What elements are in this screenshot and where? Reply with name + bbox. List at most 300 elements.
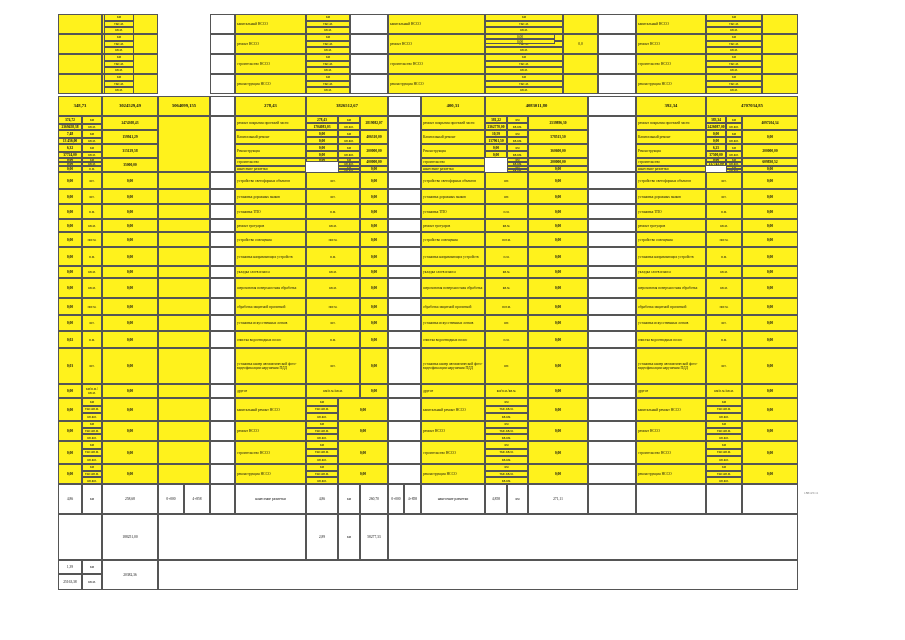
b2-sum: 406310,00 — [360, 130, 388, 144]
detail-label: установка ТПО — [636, 204, 706, 219]
b2-qty: 0,00 — [306, 151, 338, 158]
bottom-unit: тыс.кв.м. — [306, 449, 338, 457]
b2-label: строительство — [636, 158, 706, 166]
detail-label: установка искусственных лотков — [421, 315, 485, 331]
top-unit: тыс.м. — [706, 81, 762, 88]
detail-sum: 0,00 — [742, 232, 798, 247]
detail-label: установка дорожных знаков — [235, 189, 306, 204]
detail-label: шероховатая поверхностная обработка — [421, 278, 485, 298]
top-unit: кв.м. — [306, 67, 350, 74]
detail-unit: пог.м. — [82, 298, 102, 315]
bottom-unit: кв.км. — [706, 477, 742, 484]
bottom-sum: 0,00 — [338, 441, 388, 464]
bottom-spacer — [588, 421, 636, 441]
detail-unit: п.м. — [306, 204, 360, 219]
b2-label: строительство — [421, 158, 485, 166]
detail-sum: 0,00 — [528, 219, 588, 232]
detail-sum: 0,00 — [360, 315, 388, 331]
top-spacer — [210, 34, 235, 54]
detail-label: укладка слоев износа — [636, 266, 706, 278]
bottom-unit: км — [306, 421, 338, 428]
detail-spacer — [210, 232, 235, 247]
detail-spacer — [388, 278, 421, 298]
detail-sum: 0,00 — [360, 348, 388, 384]
detail-unit: кв.м. — [485, 266, 528, 278]
top-unit: км — [306, 34, 350, 41]
b2-qty: 0,00 — [306, 158, 338, 162]
detail-sum: 0,00 — [742, 204, 798, 219]
top-unit: кв.м. — [706, 87, 762, 94]
top-label: реконструкция НССО — [235, 74, 306, 94]
b2-qty: 1704083,03 — [306, 123, 338, 130]
bottom-sum: 0,00 — [742, 421, 798, 441]
detail-spacer — [158, 348, 210, 384]
detail-unit: кв.м. — [706, 219, 742, 232]
detail-spacer — [388, 247, 421, 266]
detail-spacer — [158, 331, 210, 348]
b2-label: Капитальный ремонт — [636, 130, 706, 144]
b2-unit: кв.м. — [82, 124, 102, 130]
bottom-unit: тыс.кв.м. — [306, 428, 338, 435]
detail-spacer — [210, 331, 235, 348]
detail-sum: 0,00 — [742, 172, 798, 189]
top-spacer — [350, 74, 388, 94]
detail-spacer — [158, 232, 210, 247]
detail-label: очистка водоотводных полос — [235, 331, 306, 348]
b2-sum: 400000,00 — [360, 158, 388, 166]
top-label: ремонт НССО — [388, 34, 485, 54]
b2-label: Капитальный ремонт — [421, 130, 485, 144]
bottom-sum: 0,00 — [742, 441, 798, 464]
total-e: 3826512,67 — [306, 96, 388, 116]
top-unit: тыс.м. — [306, 61, 350, 68]
b2-label: ремонт покрытия проезжей части — [421, 116, 485, 130]
detail-label: шероховатая поверхностная обработка — [235, 278, 306, 298]
bottom-unit: кв.км. — [706, 413, 742, 421]
detail-label: устройство светофорных объектов — [636, 172, 706, 189]
b2-value: 374,72 — [58, 116, 82, 124]
b2-unit: кв.км. — [338, 169, 360, 172]
top-unit: тыс.м. — [104, 41, 134, 48]
bottom-sum: 0,00 — [528, 421, 588, 441]
detail-spacer — [158, 298, 210, 315]
b2-unit: кв.м. — [82, 152, 102, 158]
extra-value: 20382,36 — [102, 560, 158, 590]
detail-unit: п.м. — [706, 204, 742, 219]
detail-label: установка камер автоматической фото-видеофиксации нарушения ПДД — [235, 348, 306, 384]
detail-qty: 0,00 — [58, 232, 82, 247]
bottom-unit: тыс.кв.м. — [706, 471, 742, 478]
extra-empty — [158, 560, 798, 590]
b2-unit: км — [507, 158, 528, 162]
top-unit: км — [706, 74, 762, 81]
bottom-unit: км — [706, 464, 742, 471]
marking-cell: 0+000 — [158, 484, 184, 514]
b2-label: Реконструкция — [636, 144, 706, 158]
top-unit: кв.м. — [306, 87, 350, 94]
detail-sum: 0,00 — [528, 348, 588, 384]
top-label: реконструкция НССО — [636, 74, 706, 94]
marking-cell: нанесение разметки — [421, 484, 485, 514]
detail-sum: 0,00 — [360, 189, 388, 204]
detail-sum: 0,00 — [742, 331, 798, 348]
detail-unit: п.м. — [485, 204, 528, 219]
top-value-cell — [563, 54, 598, 74]
top-label: строительство НССО — [388, 54, 485, 74]
top-unit: кв.м. — [706, 27, 762, 34]
marking-cell: 4+858 — [184, 484, 210, 514]
top-unit: км — [306, 54, 350, 61]
b2-spacer — [588, 116, 636, 172]
detail-label: установка искусственных лотков — [636, 315, 706, 331]
bottom-qty: 0,00 — [58, 421, 82, 441]
detail-label: очистка водоотводных полос — [421, 331, 485, 348]
top-unit: кв.м. — [706, 47, 762, 54]
bottom-unit: кв.км. — [306, 456, 338, 464]
bottom-unit: кв.км. — [82, 456, 102, 464]
detail-qty: 0,00 — [58, 204, 82, 219]
top-mid-value: 0,00 — [485, 39, 555, 44]
b2-unit: км — [82, 158, 102, 162]
detail-sum: 0,00 — [528, 172, 588, 189]
b2-unit: кв.км. — [507, 151, 528, 158]
detail-sum: 0,00 — [360, 172, 388, 189]
bottom-sum: 0,00 — [528, 441, 588, 464]
top-spacer — [350, 14, 388, 34]
bottom-unit: тыс.кв.м. — [706, 406, 742, 414]
detail-label: установка ТПО — [421, 204, 485, 219]
detail-sum: 0,00 — [742, 247, 798, 266]
detail-unit: п.м. — [706, 247, 742, 266]
b2-unit: кв.км. — [507, 162, 528, 166]
detail-sum: 0,00 — [102, 348, 158, 384]
b2-unit: км — [338, 144, 360, 151]
detail-unit: кв.м. — [82, 219, 102, 232]
top-empty-cell — [58, 14, 102, 34]
b2-value: 6,32 — [58, 144, 82, 152]
b2-value: 0,00 — [58, 166, 82, 172]
budget-table — [58, 14, 818, 618]
b2-qty: 0,00 — [306, 144, 338, 151]
b2-unit: кв.км. — [338, 151, 360, 158]
detail-qty: 0,00 — [58, 278, 82, 298]
b2-unit: км — [82, 144, 102, 152]
bottom-unit: км — [82, 421, 102, 428]
b2-unit: км — [82, 116, 102, 124]
top-unit: кв.м. — [104, 47, 134, 54]
detail-unit: пог.м. — [306, 232, 360, 247]
detail-spacer — [210, 219, 235, 232]
detail-spacer — [388, 172, 421, 189]
detail-unit: кв.м. — [306, 219, 360, 232]
detail-unit: шт. — [485, 315, 528, 331]
top-unit: км — [485, 74, 563, 81]
bottom-spacer — [388, 421, 421, 441]
b2-unit: км — [726, 158, 742, 162]
detail-unit: км/п.м./кв.м. — [485, 384, 528, 398]
b2-spacer — [158, 116, 210, 172]
b2-sum: 2539896,30 — [528, 116, 588, 130]
bottom-spacer — [588, 441, 636, 464]
detail-label: шероховатая поверхностная обработка — [636, 278, 706, 298]
bottom-unit: кв.км. — [706, 434, 742, 441]
top-unit: тыс.м. — [104, 61, 134, 68]
b2-sum: 4097204,34 — [742, 116, 798, 130]
extra-empty — [388, 514, 798, 560]
detail-unit: шт. — [82, 189, 102, 204]
detail-unit: шт. — [706, 172, 742, 189]
b2-unit: кв.км. — [726, 151, 742, 158]
detail-unit: кв.м. — [82, 266, 102, 278]
b2-qty: 0,00 — [706, 137, 726, 144]
bottom-sum: 0,00 — [528, 398, 588, 421]
bottom-unit: тыс.кв.м. — [485, 406, 528, 414]
detail-sum: 0,00 — [528, 247, 588, 266]
bottom-spacer — [388, 398, 421, 421]
detail-unit: кв.м. — [306, 266, 360, 278]
marking-cell: 4,858 — [485, 484, 507, 514]
detail-qty: 0,02 — [58, 331, 82, 348]
total-d: 278,43 — [235, 96, 306, 116]
b2-qty: 0,00 — [485, 151, 507, 158]
b2-sum: 0,00 — [528, 166, 588, 172]
b2-qty: 137961,50 — [485, 137, 507, 144]
top-label: реконструкция НССО — [388, 74, 485, 94]
top-unit: кв.м. — [485, 47, 563, 54]
detail-sum: 0,00 — [528, 266, 588, 278]
bottom-label: строительство НССО — [636, 441, 706, 464]
b2-unit: км — [338, 130, 360, 137]
detail-unit: пог.м. — [485, 298, 528, 315]
detail-spacer — [158, 219, 210, 232]
b2-unit: км — [507, 166, 528, 169]
bottom-unit: тыс.кв.м. — [306, 406, 338, 414]
extra-value: 25163,38 — [58, 574, 82, 590]
bottom-unit: тыс.кв.м. — [82, 471, 102, 478]
bottom-sum: 0,00 — [742, 464, 798, 484]
extra-value: 58277,33 — [360, 514, 388, 560]
detail-sum: 0,00 — [528, 278, 588, 298]
top-unit: кв.м. — [104, 67, 134, 74]
top-spacer — [598, 34, 636, 54]
top-unit: кв.м. — [104, 27, 134, 34]
detail-sum: 0,00 — [528, 298, 588, 315]
detail-spacer — [588, 331, 636, 348]
b2-unit: км — [726, 166, 742, 169]
bottom-unit: тыс.кв.м. — [82, 428, 102, 435]
detail-unit: шт. — [82, 348, 102, 384]
detail-label: другое — [235, 384, 306, 398]
detail-spacer — [158, 384, 210, 398]
top-unit: км — [706, 34, 762, 41]
detail-spacer — [210, 315, 235, 331]
top-unit: кв.м. — [104, 87, 134, 94]
b2-unit: кв.км. — [726, 137, 742, 144]
b2-sum: 2474308,43 — [102, 116, 158, 130]
detail-sum: 0,00 — [528, 232, 588, 247]
total-h: 392,34 — [636, 96, 706, 116]
bottom-label: ремонт НССО — [235, 421, 306, 441]
top-empty-cell — [762, 14, 798, 34]
detail-spacer — [158, 266, 210, 278]
bottom-label: строительство НССО — [235, 441, 306, 464]
bottom-label: реконструкция НССО — [421, 464, 485, 484]
bottom-unit: кв.км. — [706, 456, 742, 464]
detail-sum: 0,00 — [102, 298, 158, 315]
b2-unit: кв.км. — [507, 169, 528, 172]
bottom-unit: тыс.кв.м. — [485, 428, 528, 435]
detail-sum: 0,00 — [742, 189, 798, 204]
top-label: капитальный НССО — [388, 14, 485, 34]
b2-unit: кв.км. — [726, 162, 742, 166]
detail-sum: 0,00 — [102, 247, 158, 266]
detail-qty: 0,00 — [58, 247, 82, 266]
detail-label: установка ТПО — [235, 204, 306, 219]
bottom-label: строительство НССО — [421, 441, 485, 464]
top-spacer — [350, 54, 388, 74]
b2-sum: 360600,00 — [528, 144, 588, 158]
detail-unit: пог.м. — [706, 232, 742, 247]
b2-label: строительство — [235, 158, 306, 166]
bottom-unit: км — [306, 441, 338, 449]
detail-spacer — [210, 278, 235, 298]
bottom-sum: 0,00 — [338, 464, 388, 484]
total-f: 400,31 — [421, 96, 485, 116]
bottom-unit: км — [485, 464, 528, 471]
bottom-unit: км — [706, 441, 742, 449]
top-unit: тыс.м. — [706, 61, 762, 68]
bottom-label: реконструкция НССО — [235, 464, 306, 484]
marking-cell: 4+858 — [404, 484, 421, 514]
bottom-spacer — [210, 421, 235, 441]
bottom-sum: 0,00 — [102, 421, 158, 441]
bottom-label: капитальный ремонт НССО — [235, 398, 306, 421]
detail-sum: 0,00 — [742, 219, 798, 232]
detail-sum: 0,00 — [528, 331, 588, 348]
b2-unit: п.м. — [82, 166, 102, 172]
bottom-unit: кв.км. — [306, 477, 338, 484]
detail-sum: 0,00 — [102, 232, 158, 247]
detail-sum: 0,00 — [102, 172, 158, 189]
detail-label: устройство светофорных объектов — [421, 172, 485, 189]
b2-qty: 0,00 — [306, 130, 338, 137]
detail-label: установка направляющих устройств — [636, 247, 706, 266]
marking-cell: 4,86 — [58, 484, 82, 514]
detail-sum: 0,00 — [360, 219, 388, 232]
marking-cell: 271,11 — [528, 484, 588, 514]
b2-value: 0,00 — [58, 158, 82, 162]
bottom-unit: тыс.кв.м. — [82, 406, 102, 414]
detail-spacer — [158, 189, 210, 204]
detail-spacer — [388, 315, 421, 331]
b2-label: нанесение разметки — [235, 166, 306, 172]
total-spacer — [588, 96, 636, 116]
detail-sum: 0,00 — [102, 189, 158, 204]
b2-qty: 383,34 — [706, 116, 726, 123]
extra-value: 1,39 — [58, 560, 82, 574]
bottom-spacer — [588, 464, 636, 484]
detail-spacer — [588, 247, 636, 266]
b2-sum: 200000,00 — [360, 144, 388, 158]
bottom-label: ремонт НССО — [421, 421, 485, 441]
bottom-label: капитальный ремонт НССО — [421, 398, 485, 421]
b2-value: 0,00 — [58, 162, 82, 166]
top-label: капитальный НССО — [636, 14, 706, 34]
detail-unit: кв.м. — [82, 278, 102, 298]
marking-cell: 0+000 — [388, 484, 404, 514]
detail-label: обработка защитной пропиткой — [421, 298, 485, 315]
detail-unit: п.м. — [82, 331, 102, 348]
detail-unit: шт. — [485, 172, 528, 189]
bottom-label: капитальный ремонт НССО — [636, 398, 706, 421]
top-spacer — [598, 14, 636, 34]
extra-value: 188251,00 — [102, 514, 158, 560]
b2-unit: км — [338, 116, 360, 123]
marking-empty — [210, 484, 235, 514]
detail-spacer — [210, 247, 235, 266]
b2-label: ремонт покрытия проезжей части — [235, 116, 306, 130]
b2-qty: 10,59 — [485, 130, 507, 137]
top-unit: км — [104, 14, 134, 21]
total-spacer — [388, 96, 421, 116]
detail-unit: пог.м. — [485, 232, 528, 247]
b2-sum: 0,00 — [742, 166, 798, 172]
detail-unit: кв.м. — [485, 219, 528, 232]
b2-label: Реконструкция — [421, 144, 485, 158]
detail-qty: 0,00 — [58, 298, 82, 315]
detail-label: установка искусственных лотков — [235, 315, 306, 331]
b2-qty: 278,43 — [306, 116, 338, 123]
bottom-spacer — [388, 441, 421, 464]
top-unit: км — [104, 54, 134, 61]
detail-spacer — [388, 219, 421, 232]
top-label: строительство НССО — [636, 54, 706, 74]
bottom-unit: кв.км. — [82, 434, 102, 441]
detail-spacer — [388, 298, 421, 315]
detail-spacer — [158, 247, 210, 266]
detail-unit: шт. — [706, 315, 742, 331]
detail-spacer — [588, 189, 636, 204]
b2-value: 37724,00 — [58, 152, 82, 158]
detail-label: установка направляющих устройств — [421, 247, 485, 266]
detail-sum: 0,00 — [528, 315, 588, 331]
marking-cell: нанесение разметки — [235, 484, 306, 514]
bottom-unit: км — [485, 441, 528, 449]
b2-spacer — [388, 116, 421, 172]
b2-sum: 2819082,07 — [360, 116, 388, 130]
b2-unit: кв.м. — [82, 162, 102, 166]
bottom-unit: кв.км. — [82, 477, 102, 484]
detail-unit: кв.м. — [306, 278, 360, 298]
top-unit: тыс.м. — [306, 81, 350, 88]
b2-unit: кв.км. — [338, 162, 360, 166]
bottom-unit: км — [485, 398, 528, 406]
extra-empty — [58, 514, 102, 560]
top-unit: км — [306, 14, 350, 21]
detail-unit: п.м. — [485, 247, 528, 266]
detail-label: установка дорожных знаков — [636, 189, 706, 204]
top-unit: км — [306, 74, 350, 81]
b2-unit: кв.км. — [338, 123, 360, 130]
b2-label: Реконструкция — [235, 144, 306, 158]
b2-qty: 0,00 — [485, 144, 507, 151]
top-unit: км — [485, 14, 563, 21]
b2-qty: 2426087,00 — [707, 124, 725, 129]
detail-sum: 0,00 — [360, 384, 388, 398]
top-unit: км — [104, 74, 134, 81]
b2-value: 2369458,38 — [58, 124, 82, 130]
detail-spacer — [388, 189, 421, 204]
